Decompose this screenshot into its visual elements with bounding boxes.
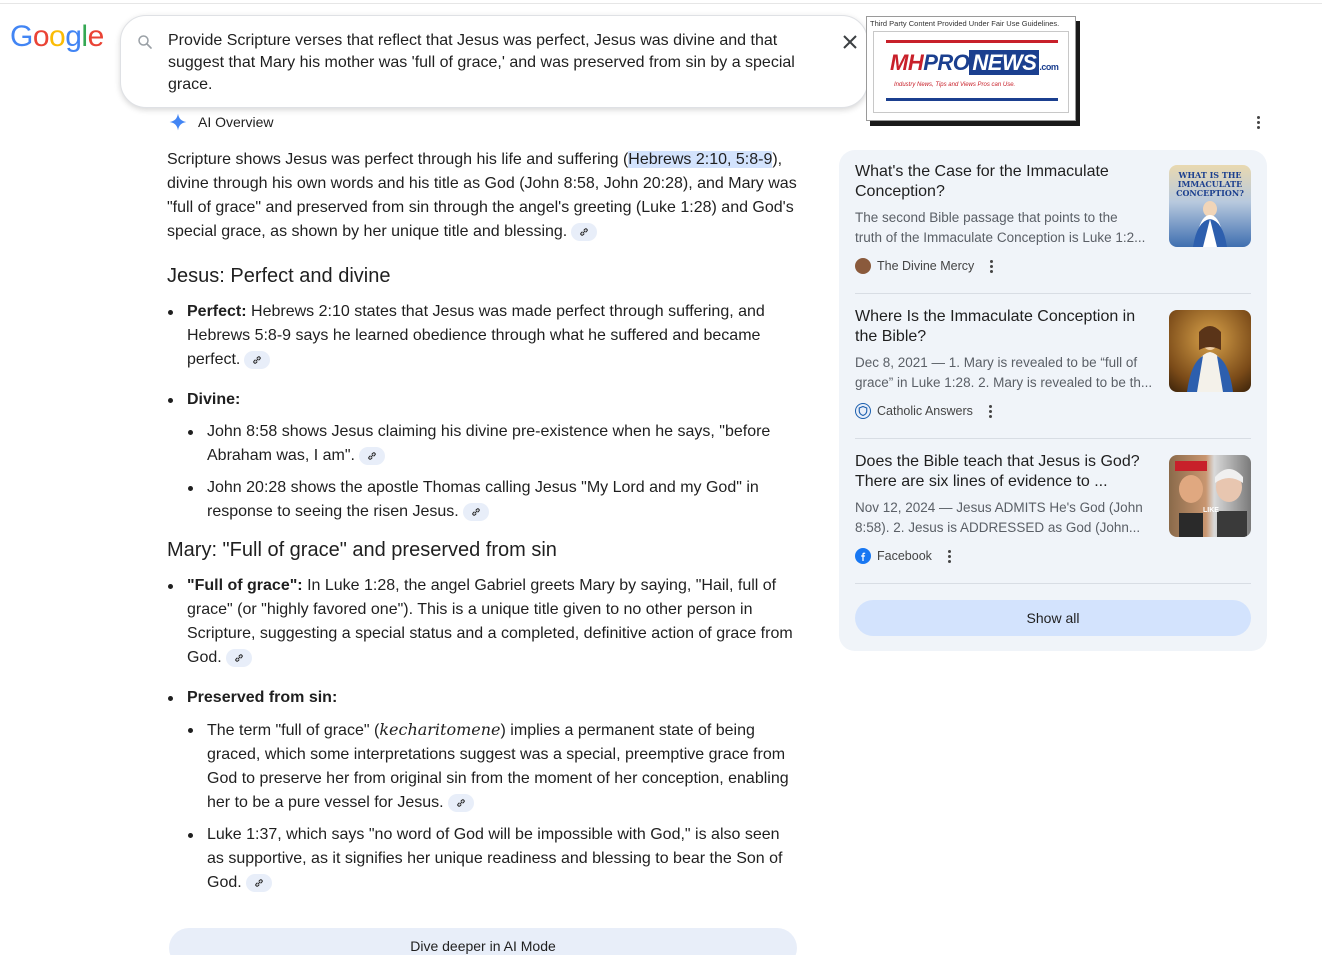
close-icon[interactable] <box>838 30 862 54</box>
grace-text: In Luke 1:28, the angel Gabriel greets Mary by saying, "Hail, full of grace" (or "highly favored one"). This is a unique title given to no other person in Scripture, suggesting a special status and a completed, definitive action of grace from God. <box>187 577 793 666</box>
brand-news: NEWS <box>969 50 1039 75</box>
facebook-icon <box>855 548 871 564</box>
watermark-tagline: Industry News, Tips and Views Pros can Use. <box>894 82 1016 88</box>
source-card[interactable] <box>855 295 1251 425</box>
divine-sub-2: John 20:28 shows the apostle Thomas calling Jesus "My Lord and my God" in response to seeing the risen Jesus. <box>207 479 759 520</box>
snippet-line: grace” in Luke 1:28. 2. Mary is revealed to be th... <box>855 375 1153 390</box>
perfect-label: Perfect: <box>187 303 247 320</box>
intro-paragraph <box>167 148 799 244</box>
list-item <box>167 574 799 670</box>
card-source <box>855 548 951 564</box>
source-link-icon[interactable] <box>448 794 474 812</box>
snippet-line: 8:58). 2. Jesus is ADDRESSED as God (John... <box>855 520 1141 535</box>
card-source <box>855 403 992 419</box>
more-options-icon[interactable] <box>948 550 951 563</box>
preserved-label: Preserved from sin: <box>187 689 338 706</box>
list-item <box>167 300 799 372</box>
more-options-icon[interactable] <box>1250 114 1266 132</box>
grace-label: "Full of grace": <box>187 577 303 594</box>
source-card[interactable] <box>855 440 1251 570</box>
more-options-icon[interactable] <box>989 405 992 418</box>
preserved-sub-1a: The term "full of grace" ( <box>207 722 380 739</box>
snippet-line: Nov 12, 2024 — Jesus ADMITS He's God (John <box>855 500 1143 515</box>
source-link-icon[interactable] <box>359 447 385 465</box>
list-item <box>187 718 799 815</box>
ai-overview-header <box>168 112 273 132</box>
brand-mh: MH <box>890 50 924 75</box>
intro-text-b: ), divine through his own words and his title as God (John 8:58, John 20:28), and Mary was "full of grace" and preserved from sin through the angel's greeting (Luke 1:28) and God's special grace, as shown by her unique title and blessing. <box>167 151 797 240</box>
logo-letter: l <box>81 20 88 53</box>
section-title-mary: Mary: "Full of grace" and preserved from sin <box>167 539 557 561</box>
thumbnail-caption: LIKE <box>1203 507 1219 514</box>
video-faces-icon <box>1169 455 1251 537</box>
list-item <box>187 476 799 524</box>
brand-pro: PRO <box>923 50 970 75</box>
search-icon <box>136 33 154 51</box>
show-all-button[interactable]: Show all <box>855 600 1251 636</box>
card-divider <box>855 583 1251 584</box>
card-title[interactable]: Where Is the Immaculate Conception in the Bible? <box>855 308 1136 345</box>
watermark-caption: Third Party Content Provided Under Fair Use Guidelines. <box>870 19 1060 28</box>
intro-highlight[interactable]: Hebrews 2:10, 5:8-9 <box>628 151 773 168</box>
card-title[interactable]: Does the Bible teach that Jesus is God? There are six lines of evidence to ... <box>855 453 1140 490</box>
more-options-icon[interactable] <box>990 260 993 273</box>
list-item <box>187 420 799 468</box>
card-thumbnail[interactable] <box>1169 165 1251 247</box>
catholic-answers-favicon-icon <box>855 403 871 419</box>
source-name: The Divine Mercy <box>877 259 975 273</box>
source-name: Catholic Answers <box>877 404 973 418</box>
preserved-sub-2: Luke 1:37, which says "no word of God will be impossible with God," is also seen as supportive, as it signifies her unique readiness and blessing to bear the Son of God. <box>207 826 783 891</box>
card-snippet <box>855 498 1157 538</box>
logo-letter: o <box>32 20 50 53</box>
watermark-red-rule <box>886 40 1058 43</box>
source-link-icon[interactable] <box>246 874 272 892</box>
source-card[interactable] <box>855 150 1251 280</box>
snippet-line: Dec 8, 2021 — 1. Mary is revealed to be “full of <box>855 355 1138 370</box>
mary-painting-icon <box>1169 310 1251 392</box>
search-box[interactable] <box>120 15 868 108</box>
source-link-icon[interactable] <box>571 223 597 241</box>
source-link-icon[interactable] <box>244 351 270 369</box>
card-source <box>855 258 993 274</box>
preserved-sub-1b: ) implies a permanent state of being graced, which some interpretations suggest was a special, preemptive grace from God to preserve her from original sin from the moment of her conception, enabling her to be a pure vessel for Jesus. <box>207 722 789 811</box>
list-item <box>167 686 799 895</box>
card-divider <box>855 438 1251 439</box>
watermark-blue-rule <box>886 98 1058 101</box>
snippet-line: truth of the Immaculate Conception is Luke 1:2... <box>855 230 1146 245</box>
search-input[interactable]: Provide Scripture verses that reflect that Jesus was perfect, Jesus was divine and that suggest that Mary his mother was 'full of grace,' and was preserved from sin by a special grace. <box>168 32 795 93</box>
logo-letter: G <box>10 20 33 53</box>
mhpronews-watermark <box>866 16 1076 121</box>
mary-figure-icon <box>1169 165 1251 247</box>
sparkle-icon <box>168 112 188 132</box>
perfect-text: Hebrews 2:10 states that Jesus was made perfect through suffering, and Hebrews 5:8-9 says he learned obedience through what he suffered and became perfect. <box>187 303 765 368</box>
intro-text-a: Scripture shows Jesus was perfect through his life and suffering ( <box>167 151 629 168</box>
divine-label: Divine: <box>187 391 241 408</box>
card-divider <box>855 293 1251 294</box>
card-title[interactable]: What's the Case for the Immaculate Conception? <box>855 163 1109 200</box>
dive-deeper-button[interactable]: Dive deeper in AI Mode <box>169 928 797 955</box>
section-title-jesus: Jesus: Perfect and divine <box>167 265 391 287</box>
sources-panel <box>839 150 1267 651</box>
source-link-icon[interactable] <box>463 503 489 521</box>
divine-sub-1: John 8:58 shows Jesus claiming his divine pre-existence when he says, "before Abraham was, I am". <box>207 423 771 464</box>
brand-com: .com <box>1039 62 1059 72</box>
ai-overview-label: AI Overview <box>198 114 274 130</box>
divine-mercy-favicon-icon <box>855 258 871 274</box>
google-logo[interactable] <box>10 20 104 54</box>
source-link-icon[interactable] <box>226 649 252 667</box>
ai-overview-content <box>167 148 799 903</box>
source-name: Facebook <box>877 549 932 563</box>
card-thumbnail[interactable] <box>1169 310 1251 392</box>
top-divider <box>0 3 1322 4</box>
list-item <box>167 388 799 524</box>
snippet-line: The second Bible passage that points to the <box>855 210 1118 225</box>
greek-term: kecharitomene <box>379 720 501 739</box>
card-snippet <box>855 208 1157 248</box>
card-thumbnail[interactable] <box>1169 455 1251 537</box>
logo-letter: e <box>87 20 104 53</box>
thumbnail-caption: WHAT IS THE IMMACULATE CONCEPTION? <box>1176 170 1244 198</box>
mhpronews-logo <box>890 50 1058 76</box>
card-snippet <box>855 353 1157 393</box>
logo-letter: g <box>65 20 82 53</box>
watermark-logo-frame <box>873 31 1069 113</box>
list-item <box>187 823 799 895</box>
logo-letter: o <box>49 20 66 53</box>
